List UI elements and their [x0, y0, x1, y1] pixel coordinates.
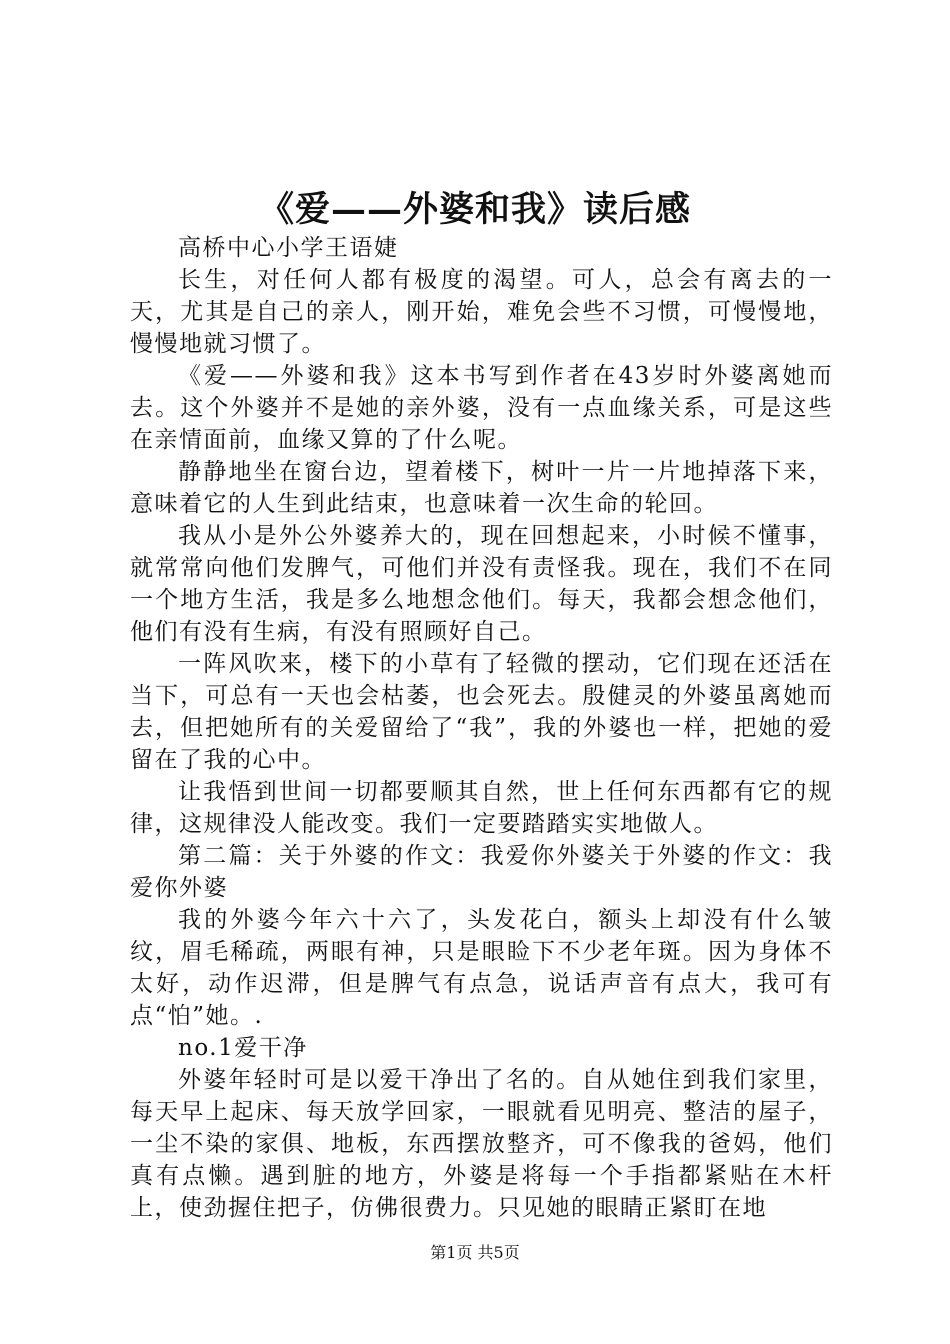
paragraph: 外婆年轻时可是以爱干净出了名的。自从她住到我们家里，每天早上起床、每天放学回家，一眼就看见明亮、整洁的屋子，一尘不染的家俱、地板，东西摆放整齐，可不像我的爸妈，他们真有点懒。遇到脏的地方，外婆是将每一个手指都紧贴在木杆上，使劲握住把子，仿佛很费力。只见她的眼睛正紧盯在地 — [130, 1067, 833, 1221]
document-body — [130, 232, 833, 1224]
paragraph: 我的外婆今年六十六了，头发花白，额头上却没有什么皱纹，眉毛稀疏，两眼有神，只是眼睑下不少老年斑。因为身体不太好，动作迟滞，但是脾气有点急，说话声音有点大，我可有点“怕”她。. — [130, 907, 833, 1029]
paragraph: 静静地坐在窗台边，望着楼下，树叶一片一片地掉落下来，意味着它的人生到此结束，也意味着一次生命的轮回。 — [130, 459, 833, 517]
paragraph: 让我悟到世间一切都要顺其自然，世上任何东西都有它的规律，这规律没人能改变。我们一定要踏踏实实地做人。 — [130, 779, 833, 837]
paragraph: 我从小是外公外婆养大的，现在回想起来，小时候不懂事，就常常向他们发脾气，可他们并没有责怪我。现在，我们不在同一个地方生活，我是多么地想念他们。每天，我都会想念他们，他们有没有生病，有没有照顾好自己。 — [130, 523, 833, 645]
section-heading: 第二篇：关于外婆的作文：我爱你外婆关于外婆的作文：我爱你外婆 — [130, 843, 833, 901]
page-footer: 第1页 共5页 — [430, 1243, 520, 1262]
paragraph: 长生，对任何人都有极度的渴望。可人，总会有离去的一天，尤其是自己的亲人，刚开始，难免会些不习惯，可慢慢地，慢慢地就习惯了。 — [130, 267, 833, 357]
author-line: 高桥中心小学王语婕 — [178, 235, 399, 261]
subheading: no.1爱干净 — [178, 1035, 308, 1061]
paragraph: 《爱——外婆和我》这本书写到作者在43岁时外婆离她而去。这个外婆并不是她的亲外婆，没有一点血缘关系，可是这些在亲情面前，血缘又算的了什么呢。 — [130, 363, 833, 453]
paragraph: 一阵风吹来，楼下的小草有了轻微的摆动，它们现在还活在当下，可总有一天也会枯萎，也会死去。殷健灵的外婆虽离她而去，但把她所有的关爱留给了“我”，我的外婆也一样，把她的爱留在了我的心中。 — [130, 651, 833, 773]
document-title: 《爱——外婆和我》读后感 — [258, 189, 691, 230]
